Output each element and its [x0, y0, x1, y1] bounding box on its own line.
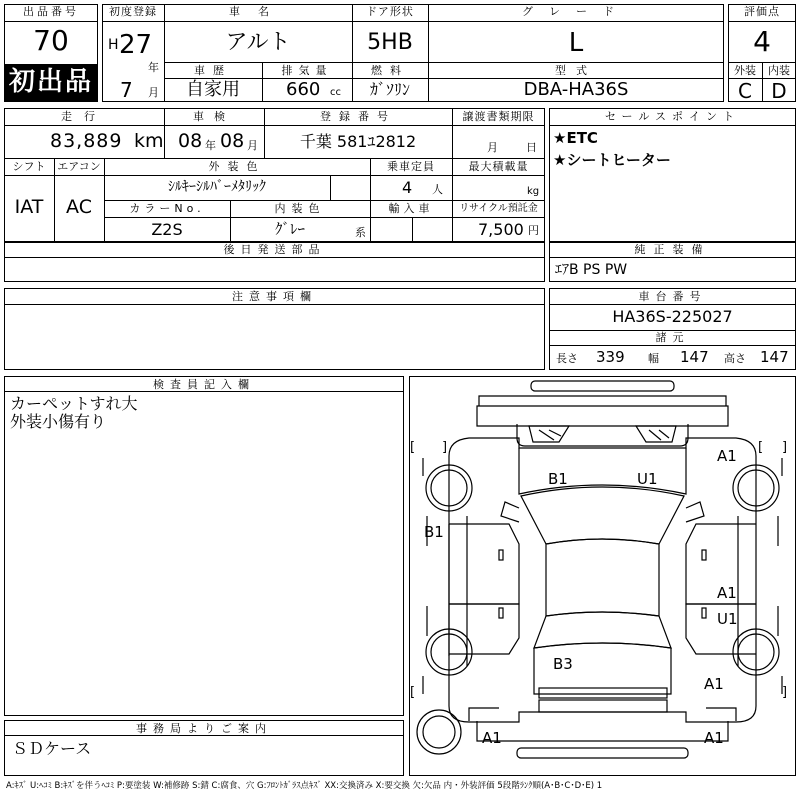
ext-label: 外装 — [734, 64, 756, 77]
recycle-label: リサイクル預託金 — [459, 203, 538, 214]
length-label: 長さ — [556, 352, 578, 365]
license-area — [539, 700, 667, 712]
selling-point-1: ★ETC — [553, 129, 598, 147]
int-color: ｸﾞﾚｰ — [274, 220, 305, 238]
dims-label: 諸元 — [655, 331, 690, 344]
height-label: 高さ — [724, 352, 746, 365]
bracket-front-right-close: ] — [782, 440, 788, 455]
mileage-label: 走行 — [61, 110, 107, 123]
bracket-front-left-close: ] — [442, 440, 448, 455]
car-name-label: 車名 — [229, 5, 287, 18]
chassis-number: HA36S-225027 — [612, 307, 733, 326]
transfer-day: 日 — [526, 141, 537, 154]
reg-label: 初度登録 — [109, 5, 157, 18]
ext-color-label: 外装色 — [208, 160, 266, 173]
color-no-label: カラーNo. — [129, 202, 205, 215]
grade: L — [568, 28, 584, 58]
recycle-unit: 円 — [528, 224, 539, 237]
legend: A:ｷｽﾞ U:ﾍｺﾐ B:ｷｽﾞを伴うﾍｺﾐ P:要塗装 W:補修跡 S:錆 C:腐食、穴 G:ﾌﾛﾝﾄｶﾞﾗｽ点ｷｽﾞ XX:交換済み X:要交換 欠:欠品 内・外装評価 5段階ﾗﾝｸ順(A･B･C･D･E) 1 — [6, 781, 603, 791]
inspection-year: 08 — [178, 130, 203, 152]
model-label: 型式 — [555, 64, 597, 77]
fuel-label: 燃料 — [371, 64, 409, 77]
width: 147 — [680, 348, 709, 366]
inspection-label: 車検 — [193, 110, 235, 123]
int-label: 内装 — [768, 64, 790, 77]
vehicle-diagram — [409, 376, 796, 776]
height: 147 — [760, 348, 789, 366]
selling-point-2: ★シートヒーター — [553, 151, 671, 169]
mileage: 83,889 — [50, 130, 123, 152]
reg-month-unit: 月 — [148, 86, 159, 99]
front-panel-top — [479, 396, 726, 406]
fuel: ｶﾞｿﾘﾝ — [369, 80, 410, 99]
inspection-year-unit: 年 — [205, 139, 216, 152]
door-label: ドア形状 — [366, 5, 414, 18]
bracket-rear-right: ] — [782, 685, 788, 700]
equipment: ｴｱB PS PW — [555, 262, 628, 278]
int-score: D — [771, 79, 787, 103]
door: 5HB — [367, 30, 413, 55]
ext-color: ｼﾙｷｰｼﾙﾊﾞｰﾒﾀﾘｯｸ — [168, 179, 266, 195]
headlight-left — [529, 426, 569, 442]
inspector-line-2: 外装小傷有り — [10, 412, 107, 431]
load-label: 最大積載量 — [468, 160, 529, 173]
front-bumper-top — [531, 381, 674, 391]
rear-bumper — [477, 721, 728, 741]
shift-label: シフト — [12, 160, 46, 173]
equipment-label: 純正装備 — [634, 243, 711, 256]
import-label: 輸入車 — [388, 202, 434, 215]
car-name: アルト — [225, 30, 291, 55]
ac-label: エアコン — [57, 160, 101, 173]
displacement-label: 排気量 — [281, 64, 333, 77]
roof — [546, 539, 659, 616]
bracket-rear-left: [ — [410, 685, 416, 700]
mark-a1-front-right: A1 — [717, 447, 737, 465]
width-label: 幅 — [648, 352, 659, 365]
capacity-label: 乗車定員 — [387, 160, 435, 173]
capacity-unit: 人 — [432, 183, 443, 196]
capacity: 4 — [402, 178, 413, 197]
inspector-line-1: カーペットすれ大 — [10, 394, 138, 413]
mark-b1-top: B1 — [548, 470, 568, 488]
mark-u1-rear-right: U1 — [717, 610, 738, 628]
plate-label: 登録番号 — [320, 110, 396, 123]
shift: IAT — [14, 196, 44, 218]
bracket-front-right: [ — [758, 440, 764, 455]
reg-year-unit: 年 — [148, 61, 159, 74]
office-text: ＳＤケース — [12, 739, 92, 758]
displacement: 660 — [286, 79, 321, 100]
rear-door-left — [449, 604, 519, 654]
score-label: 評価点 — [744, 5, 780, 18]
rear-bumper-bottom — [517, 748, 688, 758]
recycle: 7,500 — [478, 220, 524, 239]
length: 339 — [596, 348, 625, 366]
selling-points-label: セールスポイント — [604, 110, 740, 123]
lot-number-label: 出品番号 — [23, 5, 79, 18]
mark-a1-rear-right: A1 — [717, 584, 737, 602]
windshield — [521, 487, 684, 544]
score: 4 — [753, 25, 771, 58]
mark-b1-left: B1 — [424, 523, 444, 541]
ac: AC — [66, 196, 92, 218]
inspection-month-unit: 月 — [247, 139, 258, 152]
headlight-right — [636, 426, 676, 442]
office-label: 事務局よりご案内 — [136, 722, 272, 735]
inspector-label: 検査員記入欄 — [153, 378, 255, 391]
first-listing-text: 初出品 — [8, 67, 93, 97]
model: DBA-HA36S — [523, 79, 629, 100]
mark-u1-top: U1 — [637, 470, 658, 488]
ext-score: C — [738, 79, 752, 103]
displacement-unit: cc — [330, 87, 341, 98]
caution-label: 注意事項欄 — [232, 290, 317, 303]
color-no: Z2S — [151, 220, 183, 239]
plate: 千葉 581ﾕ2812 — [299, 132, 417, 151]
lot-number: 70 — [33, 24, 69, 57]
mark-a1-rear-right-2: A1 — [704, 675, 724, 693]
history-label: 車歴 — [194, 64, 232, 77]
int-color-unit: 系 — [355, 226, 366, 239]
inspection-month: 08 — [220, 130, 245, 152]
front-bumper — [477, 406, 728, 426]
later-parts-label: 後日発送部品 — [223, 243, 326, 256]
bracket-front-left: [ — [410, 440, 416, 455]
mark-b3: B3 — [553, 655, 573, 673]
transfer-month: 月 — [487, 141, 498, 154]
front-door-left — [449, 524, 519, 604]
grade-label: グレード — [522, 5, 630, 18]
reg-month: 7 — [120, 78, 133, 102]
mark-a1-bottom-left: A1 — [482, 729, 502, 747]
transfer-label: 譲渡書類期限 — [462, 110, 535, 123]
rear-garnish — [539, 688, 667, 698]
reg-era: H — [108, 37, 119, 53]
reg-year: 27 — [119, 30, 153, 60]
int-color-label: 内装色 — [274, 202, 326, 215]
load-unit: kg — [527, 186, 540, 197]
history: 自家用 — [186, 79, 240, 100]
chassis-label: 車台番号 — [638, 290, 707, 303]
mark-a1-bottom-right: A1 — [704, 729, 724, 747]
mileage-unit: km — [134, 130, 164, 152]
